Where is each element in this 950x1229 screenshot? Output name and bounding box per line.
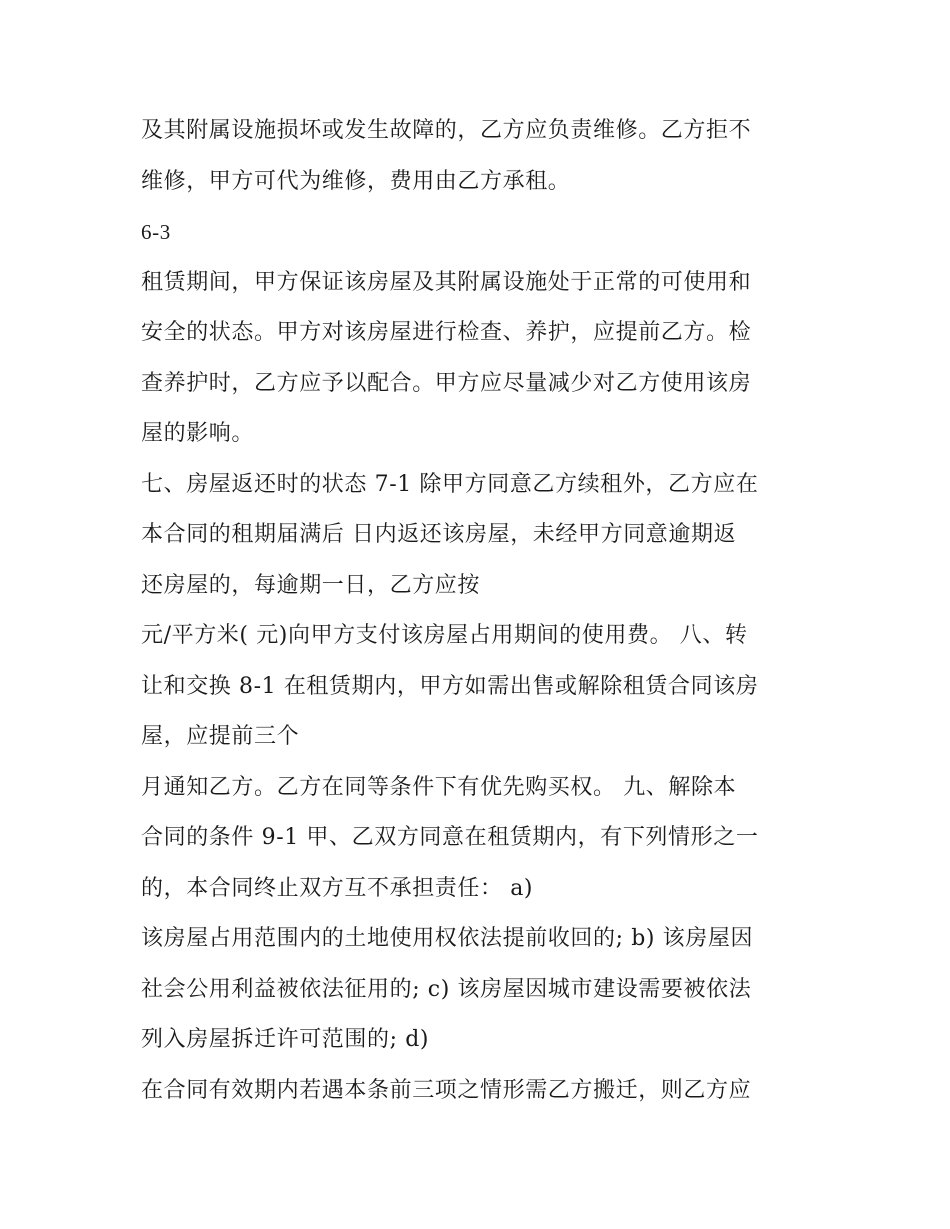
text-line: 社会公用利益被依法征用的; c) 该房屋因城市建设需要被依法 <box>141 976 752 1002</box>
text-line: 该房屋占用范围内的土地使用权依法提前收回的; b) 该房屋因 <box>141 926 754 951</box>
text-line: 本合同的租期届满后 日内返还该房屋，未经甲方同意逾期返 <box>141 522 737 547</box>
text-line: 的，本合同终止双方互不承担责任： a) <box>141 875 534 901</box>
text-line: 月通知乙方。乙方在同等条件下有优先购买权。 九、解除本 <box>141 774 737 800</box>
text-line: 屋的影响。 <box>141 421 255 446</box>
text-line: 七、房屋返还时的状态 7-1 除甲方同意乙方续租外，乙方应在 <box>141 471 759 497</box>
text-line: 及其附属设施损坏或发生故障的，乙方应负责维修。乙方拒不 <box>141 118 752 143</box>
text-line: 查养护时，乙方应予以配合。甲方应尽量减少对乙方使用该房 <box>141 370 752 396</box>
text-line: 租赁期间，甲方保证该房屋及其附属设施处于正常的可使用和 <box>141 269 752 295</box>
section-number: 6-3 <box>141 220 171 244</box>
text-line: 让和交换 8-1 在租赁期内，甲方如需出售或解除租赁合同该房 <box>141 673 759 699</box>
text-line: 屋，应提前三个 <box>141 724 300 749</box>
text-line: 安全的状态。甲方对该房屋进行检查、养护，应提前乙方。检 <box>141 320 752 345</box>
text-line: 在合同有效期内若遇本条前三项之情形需乙方搬迁，则乙方应 <box>141 1077 752 1103</box>
text-line: 合同的条件 9-1 甲、乙双方同意在租赁期内，有下列情形之一 <box>141 825 759 850</box>
text-line: 维修，甲方可代为维修，费用由乙方承租。 <box>141 168 571 194</box>
text-line: 元/平方米( 元)向甲方支付该房屋占用期间的使用费。 八、转 <box>141 623 748 648</box>
document-body <box>141 106 821 1116</box>
text-line: 还房屋的，每逾期一日，乙方应按 <box>141 572 481 598</box>
text-line: 列入房屋拆迁许可范围的; d) <box>141 1027 430 1052</box>
